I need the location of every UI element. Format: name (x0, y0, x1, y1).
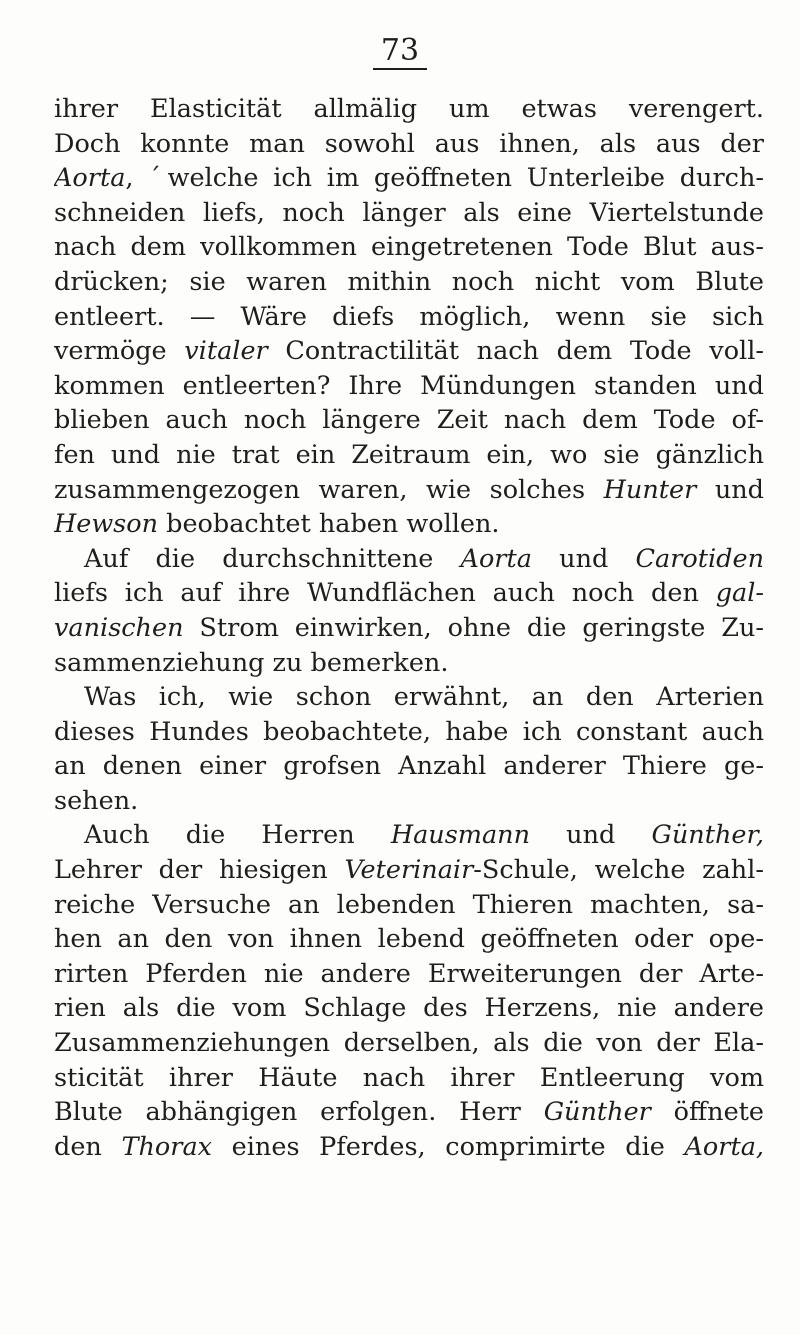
text-line (54, 922, 764, 957)
text-line (54, 1130, 764, 1165)
text-run: Strom einwirken, ohne die geringste Zu- (183, 612, 764, 643)
text-line (54, 853, 764, 888)
text-line (54, 680, 764, 715)
text-run: beobachtet haben wollen. (158, 509, 500, 540)
italic-text: Carotiden (635, 543, 764, 574)
text-run: Auch die Herren (84, 820, 391, 851)
text-line (54, 127, 764, 162)
text-run: an denen einer grofsen Anzahl anderer Thiere ge- (54, 751, 764, 782)
text-run: liefs ich auf ihre Wundflächen auch noch den (54, 578, 716, 609)
text-run: Contractilität nach dem Tode voll- (267, 336, 764, 367)
body-text (54, 92, 764, 1164)
text-run: Doch konnte man sowohl aus ihnen, als aus der (54, 128, 764, 159)
italic-text: Hewson (54, 509, 159, 540)
text-run: dieses Hundes beobachtete, habe ich constant auch (54, 716, 764, 747)
text-line (54, 991, 764, 1026)
text-line (54, 542, 764, 577)
text-run: blieben auch noch längere Zeit nach dem Tode of- (54, 405, 764, 436)
text-line (54, 715, 764, 750)
text-run: eines Pferdes, comprimirte die (212, 1131, 685, 1162)
text-line (54, 507, 764, 542)
text-run: , ˊwelche ich im geöffneten Unterleibe durch- (125, 163, 764, 194)
text-line (54, 576, 764, 611)
text-line (54, 369, 764, 404)
text-run: Auf die durchschnittene (84, 543, 461, 574)
text-run: hen an den von ihnen lebend geöffneten oder ope- (54, 924, 764, 955)
text-line (54, 1061, 764, 1096)
text-line (54, 403, 764, 438)
italic-text: gal- (715, 578, 764, 609)
italic-text: Aorta, (684, 1131, 764, 1162)
text-run: ihrer Elasticität allmälig um etwas verengert. (54, 94, 764, 124)
text-run: vermöge (54, 336, 185, 367)
text-line (54, 230, 764, 265)
text-run: kommen entleerten? Ihre Mündungen standen und (54, 370, 764, 401)
italic-text: Hunter (603, 474, 697, 505)
text-line (54, 161, 764, 196)
italic-text: Veterinair (344, 855, 474, 886)
text-line (54, 300, 764, 335)
text-line (54, 818, 764, 853)
text-run: öffnete (650, 1097, 764, 1128)
text-line (54, 784, 764, 819)
italic-text: Aorta (460, 543, 532, 574)
text-run: Was ich, wie schon erwähnt, an den Arterien (84, 682, 764, 713)
text-run: rirten Pferden nie andere Erweiterungen der Arte- (54, 958, 764, 989)
text-line (54, 196, 764, 231)
italic-text: vitaler (184, 336, 268, 367)
text-line (54, 473, 764, 508)
text-run: drücken; sie waren mithin noch nicht vom Blute (54, 266, 764, 297)
text-line (54, 1026, 764, 1061)
text-run: Lehrer der hiesigen (54, 855, 345, 886)
text-run: und (531, 543, 636, 574)
italic-text: Hausmann (390, 820, 531, 851)
text-run: zusammengezogen waren, wie solches (54, 474, 604, 505)
text-run: nach dem vollkommen eingetretenen Tode Blut aus- (54, 232, 764, 263)
text-run: und (696, 474, 764, 505)
text-run: Blute abhängigen erfolgen. Herr (54, 1097, 544, 1128)
text-line (54, 334, 764, 369)
text-line (54, 646, 764, 681)
text-run: schneiden liefs, noch länger als eine Viertelstunde (54, 197, 764, 228)
text-line (54, 265, 764, 300)
text-run: -Schule, welche zahl- (473, 855, 764, 886)
text-line (54, 611, 764, 646)
text-run: reiche Versuche an lebenden Thieren machten, sa- (54, 889, 764, 920)
text-line (54, 749, 764, 784)
text-line (54, 92, 764, 127)
page-number (0, 33, 800, 70)
text-run: sammenziehung zu bemerken. (54, 647, 449, 678)
text-run: sehen. (54, 785, 139, 816)
text-run: Zusammenziehungen derselben, als die von der Ela- (54, 1028, 764, 1059)
italic-text: Aorta (54, 163, 126, 194)
text-run: und (530, 820, 652, 851)
text-line (54, 1095, 764, 1130)
italic-text: Günther (543, 1097, 651, 1128)
page-number-text: 73 (373, 36, 427, 70)
italic-text: vanischen (54, 612, 184, 643)
text-run: sticität ihrer Häute nach ihrer Entleerung vom (54, 1062, 764, 1093)
text-run: entleert. — Wäre diefs möglich, wenn sie sich (54, 301, 764, 332)
text-run: den (54, 1131, 122, 1162)
italic-text: Thorax (121, 1131, 213, 1162)
text-line (54, 438, 764, 473)
italic-text: Günther, (651, 820, 764, 851)
text-run: rien als die vom Schlage des Herzens, nie andere (54, 993, 764, 1024)
text-line (54, 957, 764, 992)
text-line (54, 888, 764, 923)
text-run: fen und nie trat ein Zeitraum ein, wo sie gänzlich (54, 439, 764, 470)
